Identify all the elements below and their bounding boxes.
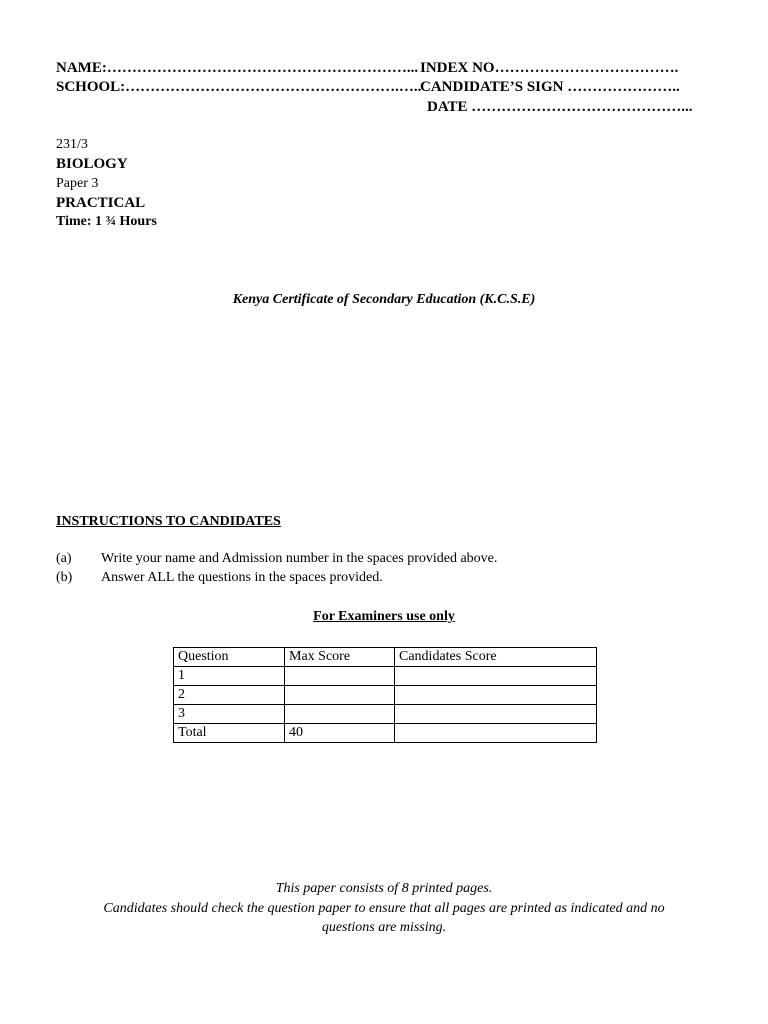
- max-score-cell: [285, 686, 395, 705]
- candidate-score-cell: [395, 705, 597, 724]
- table-row: [174, 667, 597, 686]
- examiners-heading: For Examiners use only: [313, 609, 455, 624]
- max-score-cell: [285, 667, 395, 686]
- exam-duration: Time: 1 ¾ Hours: [56, 214, 157, 229]
- table-row: [174, 686, 597, 705]
- table-header-row: [174, 648, 597, 667]
- footer-page-count: This paper consists of 8 printed pages.: [275, 881, 493, 896]
- instruction-text: Answer ALL the questions in the spaces provided.: [101, 570, 383, 585]
- paper-code: 231/3: [56, 137, 88, 152]
- column-header: Candidates Score: [395, 648, 597, 667]
- footer-check-note: Candidates should check the question paper to ensure that all pages are printed as indicated and no: [103, 901, 665, 916]
- subject-title: BIOLOGY: [56, 156, 128, 172]
- exam-title: Kenya Certificate of Secondary Education (K.C.S.E): [232, 292, 536, 307]
- question-cell: Total: [174, 724, 285, 743]
- candidate-score-cell: [395, 686, 597, 705]
- name-field-line: NAME:……………………………………………………...: [56, 60, 419, 76]
- column-header: Question: [174, 648, 285, 667]
- question-cell: 3: [174, 705, 285, 724]
- index-no-field-line: INDEX NO……………………………….: [420, 60, 679, 76]
- table-row-total: [174, 724, 597, 743]
- school-field-line: SCHOOL:……………………………………………….…..: [56, 79, 422, 95]
- instruction-item: [56, 551, 497, 567]
- paper-type: PRACTICAL: [56, 195, 146, 211]
- question-cell: 1: [174, 667, 285, 686]
- candidate-sign-field-line: CANDIDATE’S SIGN …………………..: [420, 79, 680, 95]
- table-row: [174, 705, 597, 724]
- candidate-score-cell: [395, 724, 597, 743]
- instruction-text: Write your name and Admission number in the spaces provided above.: [101, 551, 498, 566]
- score-table: [173, 647, 597, 743]
- instruction-marker: (a): [56, 551, 72, 566]
- instruction-item: [56, 570, 383, 586]
- paper-number: Paper 3: [56, 176, 99, 191]
- column-header: Max Score: [285, 648, 395, 667]
- max-score-cell: 40: [285, 724, 395, 743]
- max-score-cell: [285, 705, 395, 724]
- footer-check-note-cont: questions are missing.: [321, 920, 447, 935]
- date-field-line: DATE ……………………………………...: [427, 99, 693, 115]
- instruction-marker: (b): [56, 570, 73, 585]
- question-cell: 2: [174, 686, 285, 705]
- candidate-score-cell: [395, 667, 597, 686]
- instructions-heading: INSTRUCTIONS TO CANDIDATES: [56, 514, 281, 529]
